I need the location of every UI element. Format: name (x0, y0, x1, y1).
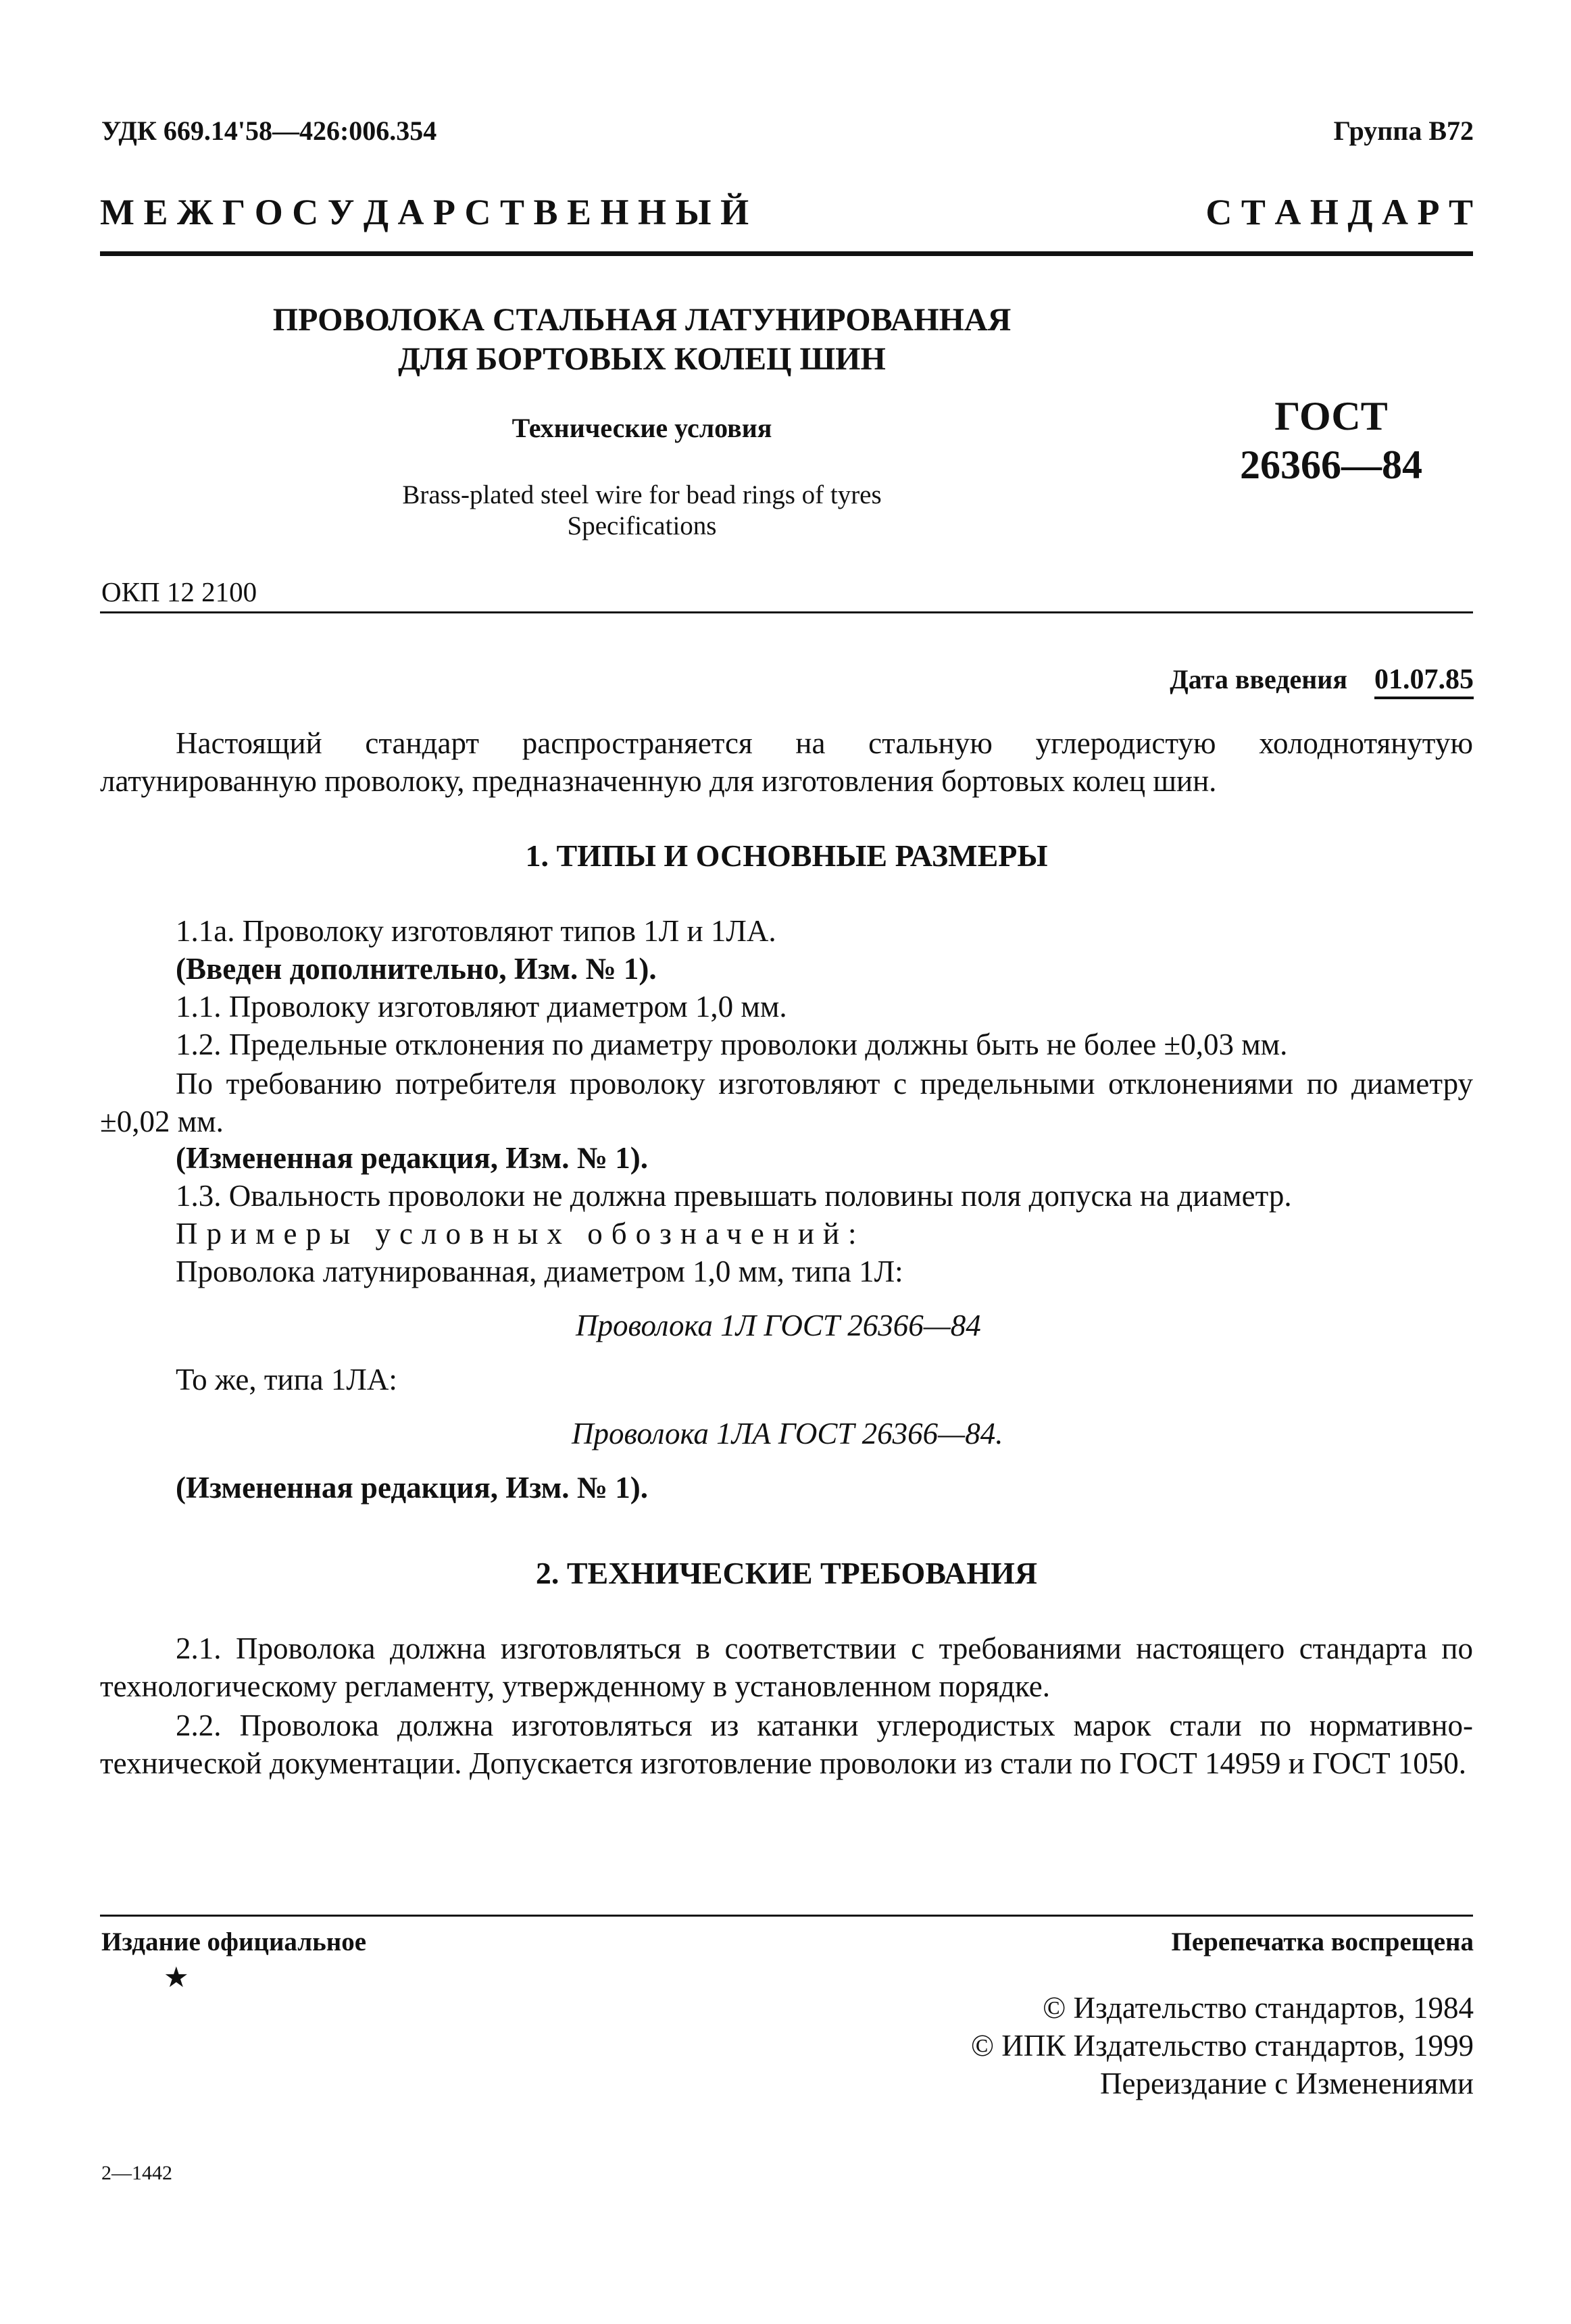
copyright-1984: © Издательство стандартов, 1984 (1043, 1991, 1474, 2025)
top-thick-rule (100, 251, 1473, 256)
star-icon: ★ (164, 1963, 189, 1994)
english-title-line-2: Specifications (567, 511, 717, 540)
intro-date-label: Дата введения (1170, 664, 1347, 694)
clause-1-1a: 1.1а. Проволоку изготовляют типов 1Л и 1ЛА. (176, 914, 776, 948)
okp-code: ОКП 12 2100 (101, 576, 257, 607)
english-title (270, 480, 1014, 542)
title-line-1: ПРОВОЛОКА СТАЛЬНАЯ ЛАТУНИРОВАННАЯ (272, 302, 1012, 338)
subtitle: Технические условия (512, 413, 772, 443)
gost-number (1149, 392, 1514, 489)
clause-2-2: 2.2. Проволока должна изготовляться из катанки углеродистых марок стали по нормативно-технической документации. Допускается изготовление проволоки из стали по ГОСТ 14959 и ГОСТ 1050. (100, 1709, 1473, 1780)
title-line-2: ДЛЯ БОРТОВЫХ КОЛЕЦ ШИН (398, 341, 886, 377)
section-1-heading: 1. ТИПЫ И ОСНОВНЫЕ РАЗМЕРЫ (525, 838, 1048, 873)
section-2-heading: 2. ТЕХНИЧЕСКИЕ ТРЕБОВАНИЯ (535, 1556, 1038, 1590)
example-1-text: Проволока латунированная, диаметром 1,0 мм, типа 1Л: (176, 1255, 903, 1288)
header-thin-rule (100, 611, 1473, 613)
copyright-1999: © ИПК Издательство стандартов, 1999 (970, 2029, 1474, 2063)
banner-left: М Е Ж Г О С У Д А Р С Т В Е Н Н Ы Й (100, 192, 749, 232)
example-1-code: Проволока 1Л ГОСТ 26366—84 (576, 1309, 981, 1342)
clause-1-3: 1.3. Овальность проволоки не должна превышать половины поля допуска на диаметр. (176, 1179, 1292, 1213)
clause-1-2-extra: По требованию потребителя проволоку изготовляют с предельными отклонениями по диаметру ±0,02 мм. (100, 1067, 1473, 1138)
footer-rule (100, 1915, 1473, 1917)
gost-code: 26366—84 (1240, 443, 1422, 487)
official-edition: Издание официальное (101, 1927, 367, 1956)
clause-1-1: 1.1. Проволоку изготовляют диаметром 1,0 мм. (176, 990, 787, 1024)
english-title-line-1: Brass-plated steel wire for bead rings of tyres (402, 480, 882, 509)
amendment-note-1: (Введен дополнительно, Изм. № 1). (176, 952, 657, 986)
clause-1-2: 1.2. Предельные отклонения по диаметру проволоки должны быть не более ±0,03 мм. (176, 1028, 1288, 1061)
udk-code: УДК 669.14'58—426:006.354 (101, 116, 437, 146)
intro-date-value: 01.07.85 (1374, 664, 1474, 699)
group-code: Группа В72 (1333, 116, 1474, 146)
banner-right: С Т А Н Д А Р Т (1205, 192, 1473, 232)
intro-paragraph: Настоящий стандарт распространяется на стальную углеродистую холоднотянутую латунированную проволоку, предназначенную для изготовления бортовых колец шин. (100, 726, 1473, 798)
reprint-prohibited: Перепечатка воспрещена (1171, 1927, 1474, 1956)
page-code: 2—1442 (101, 2162, 172, 2184)
intro-date (1170, 663, 1474, 696)
reissue-note: Переиздание с Изменениями (1099, 2067, 1474, 2100)
examples-label: Примеры условных обозначений: (176, 1217, 866, 1251)
document-title (270, 301, 1014, 379)
standard-banner (100, 191, 1473, 238)
amendment-note-3: (Измененная редакция, Изм. № 1). (176, 1471, 649, 1505)
gost-label: ГОСТ (1274, 394, 1388, 438)
example-2-text: То же, типа 1ЛА: (176, 1363, 397, 1396)
copyright-block (971, 1989, 1474, 2102)
amendment-note-2: (Измененная редакция, Изм. № 1). (176, 1141, 649, 1175)
example-2-code: Проволока 1ЛА ГОСТ 26366—84. (572, 1417, 1003, 1450)
clause-2-1: 2.1. Проволока должна изготовляться в соответствии с требованиями настоящего стандарта по технологическому регламенту, утвержденному в установленном порядке. (100, 1632, 1473, 1703)
